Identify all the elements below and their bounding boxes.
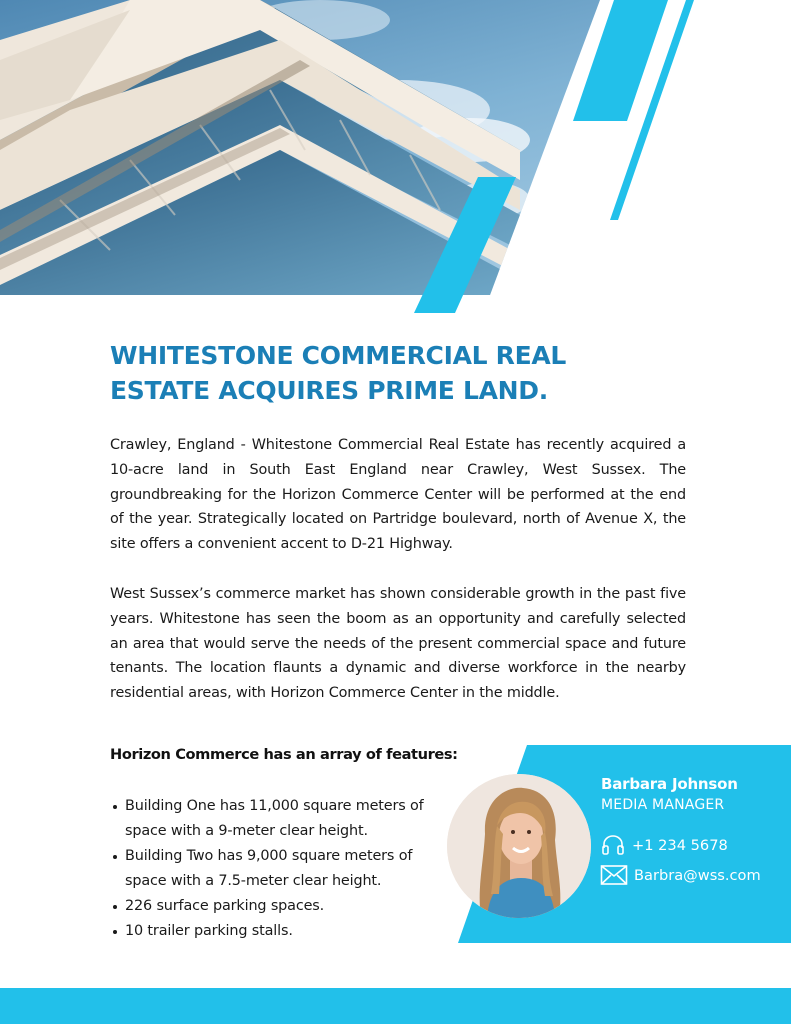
list-item: Building One has 11,000 square meters of space with a 9-meter clear height. xyxy=(110,794,450,844)
contact-email[interactable] xyxy=(600,864,761,886)
headline-line-2: ESTATE ACQUIRES PRIME LAND. xyxy=(110,376,548,405)
email-address: Barbra@wss.com xyxy=(634,866,761,884)
body-paragraph-1: Crawley, England - Whitestone Commercial Real Estate has recently acquired a 10-acre land in South East England near Crawley, West Sussex. The groundbreaking for the Horizon Commerce Center will be performed at the end of the year. Strategically located on Partridge boulevard, north of Avenue X, the site offers a convenient accent to D-21 Highway. xyxy=(110,437,686,553)
list-item: 10 trailer parking stalls. xyxy=(110,919,450,944)
features-heading: Horizon Commerce has an array of features: xyxy=(110,746,458,763)
person-portrait xyxy=(447,774,591,918)
body-paragraph-2: West Sussex’s commerce market has shown considerable growth in the past five years. Whitestone has seen the boom as an opportunity and carefully selected an area that would serve the needs of the present commercial space and future tenants. The location flaunts a dynamic and diverse workforce in the nearby residential areas, with Horizon Commerce Center in the middle. xyxy=(110,586,686,702)
headline-line-1: WHITESTONE COMMERCIAL REAL xyxy=(110,341,567,370)
contact-phone[interactable] xyxy=(600,834,728,856)
footer-bar xyxy=(0,988,791,1024)
headset-icon xyxy=(600,834,626,856)
list-item: Building Two has 9,000 square meters of space with a 7.5-meter clear height. xyxy=(110,844,450,894)
phone-number: +1 234 5678 xyxy=(632,836,728,854)
avatar xyxy=(447,774,591,918)
contact-name: Barbara Johnson xyxy=(601,775,738,793)
envelope-icon xyxy=(600,864,628,886)
list-item: 226 surface parking spaces. xyxy=(110,894,450,919)
contact-role: MEDIA MANAGER xyxy=(601,797,725,813)
